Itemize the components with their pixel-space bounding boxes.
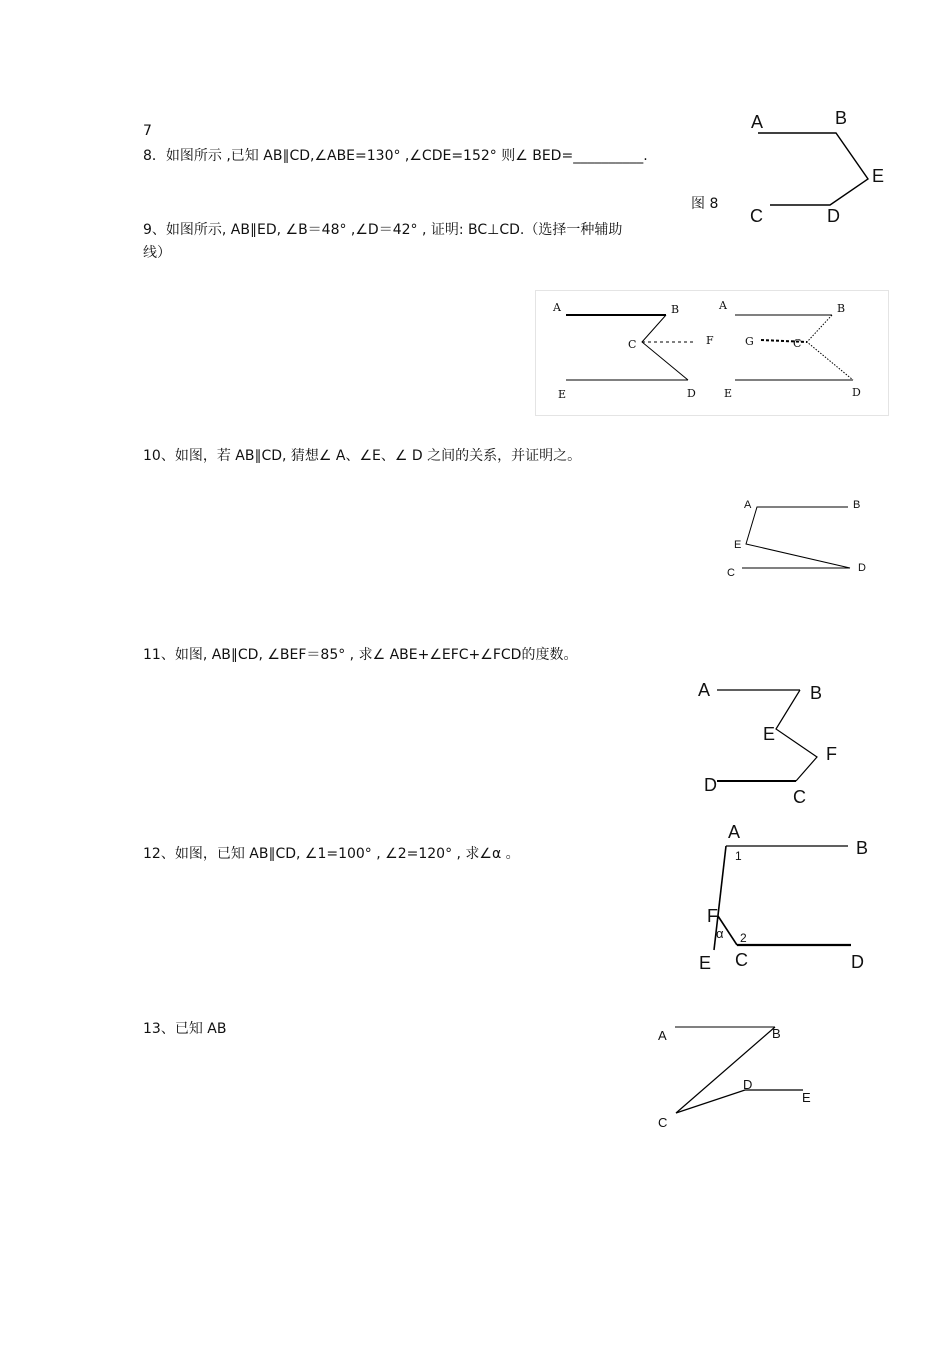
fig9l-label-d: D (687, 387, 696, 400)
fig12-label-alpha: α (716, 926, 724, 941)
question-7-number: 7 (143, 123, 152, 139)
fig10-label-a: A (744, 499, 752, 511)
fig13-line-cde (676, 1090, 803, 1113)
fig9l-label-f: F (706, 334, 714, 347)
fig11-label-b: B (810, 683, 823, 703)
figure-9-right (715, 290, 887, 414)
figure-8-caption: 图 8 (691, 196, 719, 212)
fig9l-line-bcd (642, 315, 688, 380)
fig12-label-a: A (728, 822, 741, 842)
fig12-label-2: 2 (740, 931, 747, 945)
fig11-label-a: A (698, 680, 711, 700)
figure-12 (690, 815, 890, 985)
fig12-label-b: B (856, 838, 869, 858)
figure-10 (720, 490, 880, 585)
fig12-label-e: E (699, 953, 712, 973)
fig13-line-bc (676, 1027, 775, 1113)
question-13-text: 13、已知 AB (143, 1021, 227, 1037)
fig9r-label-c: C (793, 337, 802, 350)
fig10-label-d: D (858, 562, 866, 574)
fig12-label-c: C (735, 950, 748, 970)
fig9r-label-g: G (745, 335, 754, 348)
fig11-label-e: E (763, 724, 776, 744)
fig12-label-f: F (707, 906, 718, 926)
figure-8 (740, 100, 900, 230)
fig8-label-d: D (827, 206, 840, 226)
figure-8-lines (758, 133, 868, 205)
fig13-label-e: E (802, 1090, 811, 1105)
question-9-text-cont: 线） (143, 245, 171, 261)
fig8-label-a: A (751, 112, 764, 132)
fig9r-label-e: E (724, 387, 733, 400)
fig9r-line-bcd (807, 315, 853, 380)
question-11-text: 11、如图, AB∥CD, ∠BEF＝85° , 求∠ ABE+∠EFC+∠FCD的度数。 (143, 647, 578, 663)
fig9l-label-a: A (553, 301, 561, 314)
fig9l-label-c: C (628, 338, 637, 351)
fig11-line-befc (776, 690, 817, 781)
question-10-text: 10、如图，若 AB∥CD, 猜想∠ A、∠E、∠ D 之间的关系，并证明之。 (143, 448, 582, 464)
fig12-label-1: 1 (735, 849, 742, 863)
figure-9-left (540, 290, 715, 414)
fig9l-label-e: E (558, 388, 567, 401)
fig9r-label-b: B (837, 302, 846, 315)
fig8-label-e: E (872, 166, 885, 186)
question-12-text: 12、如图，已知 AB∥CD, ∠1=100° , ∠2=120° , 求∠α 。 (143, 846, 520, 862)
figure-13 (650, 1015, 830, 1135)
fig10-label-e: E (734, 539, 742, 551)
fig13-label-c: C (658, 1115, 668, 1130)
question-9-text: 9、如图所示, AB∥ED, ∠B＝48° ,∠D＝42° , 证明: BC⊥CD.（选择一种辅助 (143, 222, 623, 238)
fig13-label-a: A (658, 1028, 667, 1043)
fig12-label-d: D (851, 952, 864, 972)
fig13-label-b: B (772, 1026, 781, 1041)
fig10-label-b: B (853, 499, 861, 511)
fig8-label-c: C (750, 206, 763, 226)
fig10-label-c: C (727, 567, 735, 579)
fig13-label-d: D (743, 1077, 753, 1092)
fig11-label-c: C (793, 787, 806, 807)
fig10-line-bae-d (746, 507, 850, 568)
fig11-label-d: D (704, 775, 717, 795)
fig9r-label-a: A (719, 299, 727, 312)
fig11-label-f: F (826, 744, 837, 764)
figure-11 (690, 672, 850, 812)
fig9l-label-b: B (671, 303, 680, 316)
question-8-text: 8．如图所示 ,已知 AB∥CD,∠ABE=130° ,∠CDE=152° 则∠ BED=__________. (143, 148, 648, 164)
fig8-label-b: B (835, 108, 848, 128)
fig9r-label-d: D (852, 386, 861, 399)
